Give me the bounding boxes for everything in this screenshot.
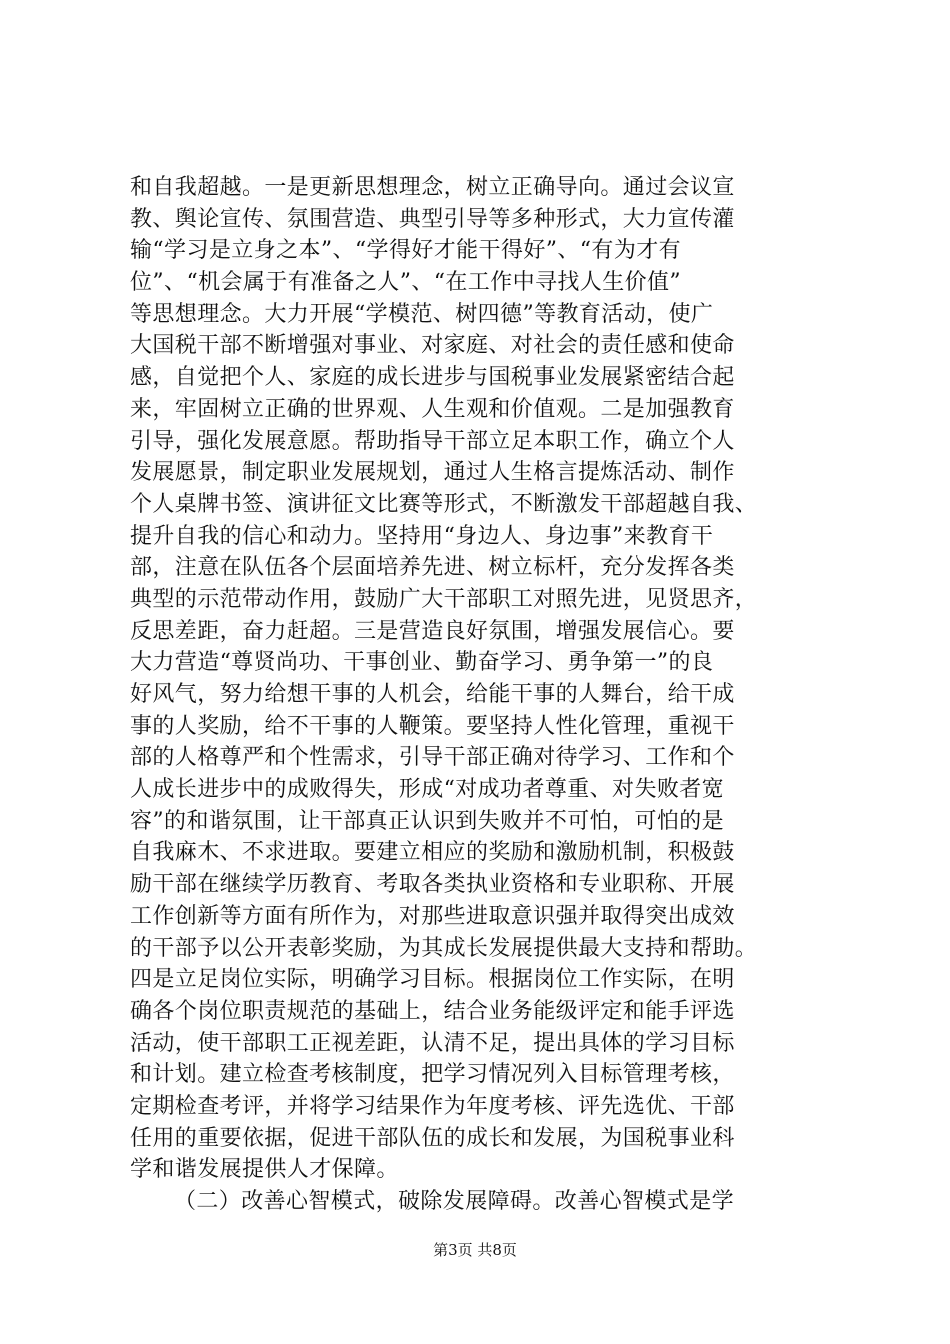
text-line: 学和谐发展提供人才保障。	[130, 1157, 399, 1183]
body-text	[130, 172, 830, 1218]
text-line: 四是立足岗位实际，明确学习目标。根据岗位工作实际，在明	[130, 967, 735, 993]
text-line: 定期检查考评，并将学习结果作为年度考核、评先选优、干部	[130, 1093, 735, 1119]
text-line: 来，牢固树立正确的世界观、人生观和价值观。二是加强教育	[130, 396, 735, 422]
text-line: 引导，强化发展意愿。帮助指导干部立足本职工作，确立个人	[130, 428, 735, 454]
text-line: 事的人奖励，给不干事的人鞭策。要坚持人性化管理，重视干	[130, 713, 735, 739]
text-line: 和自我超越。一是更新思想理念，树立正确导向。通过会议宣	[130, 175, 735, 200]
text-line: 等思想理念。大力开展“学模范、树四德”等教育活动，使广	[130, 301, 714, 327]
text-line: 发展愿景，制定职业发展规划，通过人生格言提炼活动、制作	[130, 460, 735, 486]
text-line: 典型的示范带动作用，鼓励广大干部职工对照先进，见贤思齐，	[130, 586, 758, 612]
text-line: 人成长进步中的成败得失，形成“对成功者尊重、对失败者宽	[130, 777, 725, 803]
text-line: 个人桌牌书签、演讲征文比赛等形式，不断激发干部超越自我、	[130, 491, 758, 517]
text-line: 输“学习是立身之本”、“学得好才能干得好”、“有为才有	[130, 238, 682, 264]
section-heading-line: （二）改善心智模式，破除发展障碍。改善心智模式是学	[174, 1189, 735, 1214]
text-line: 的干部予以公开表彰奖励，为其成长发展提供最大支持和帮助。	[130, 935, 758, 961]
text-line: 大力营造“尊贤尚功、干事创业、勤奋学习、勇争第一”的良	[130, 650, 714, 676]
text-line: 容”的和谐氛围，让干部真正认识到失败并不可怕，可怕的是	[130, 808, 725, 834]
text-line: 部，注意在队伍各个层面培养先进、树立标杆，充分发挥各类	[130, 555, 735, 581]
text-line: 部的人格尊严和个性需求，引导干部正确对待学习、工作和个	[130, 745, 735, 771]
text-line: 励干部在继续学历教育、考取各类执业资格和专业职称、开展	[130, 872, 735, 898]
text-line: 活动，使干部职工正视差距，认清不足，提出具体的学习目标	[130, 1030, 735, 1056]
text-line: 提升自我的信心和动力。坚持用“身边人、身边事”来教育干	[130, 523, 714, 549]
page-footer	[0, 1240, 950, 1260]
text-line: 感，自觉把个人、家庭的成长进步与国税事业发展紧密结合起	[130, 365, 735, 391]
text-line: 反思差距，奋力赶超。三是营造良好氛围，增强发展信心。要	[130, 618, 735, 644]
text-line: 教、舆论宣传、氛围营造、典型引导等多种形式，大力宣传灌	[130, 206, 735, 232]
text-line: 大国税干部不断增强对事业、对家庭、对社会的责任感和使命	[130, 333, 735, 359]
text-line: 自我麻木、不求进取。要建立相应的奖励和激励机制，积极鼓	[130, 840, 735, 866]
text-line: 工作创新等方面有所作为，对那些进取意识强并取得突出成效	[130, 903, 735, 929]
text-line: 位”、“机会属于有准备之人”、“在工作中寻找人生价值”	[130, 270, 682, 296]
page-number: 第3页 共8页	[433, 1241, 517, 1259]
text-line: 好风气，努力给想干事的人机会，给能干事的人舞台，给干成	[130, 682, 735, 707]
text-line: 任用的重要依据，促进干部队伍的成长和发展，为国税事业科	[130, 1125, 735, 1151]
text-line: 确各个岗位职责规范的基础上，结合业务能级评定和能手评选	[130, 998, 735, 1024]
text-line: 和计划。建立检查考核制度，把学习情况列入目标管理考核，	[130, 1062, 735, 1088]
